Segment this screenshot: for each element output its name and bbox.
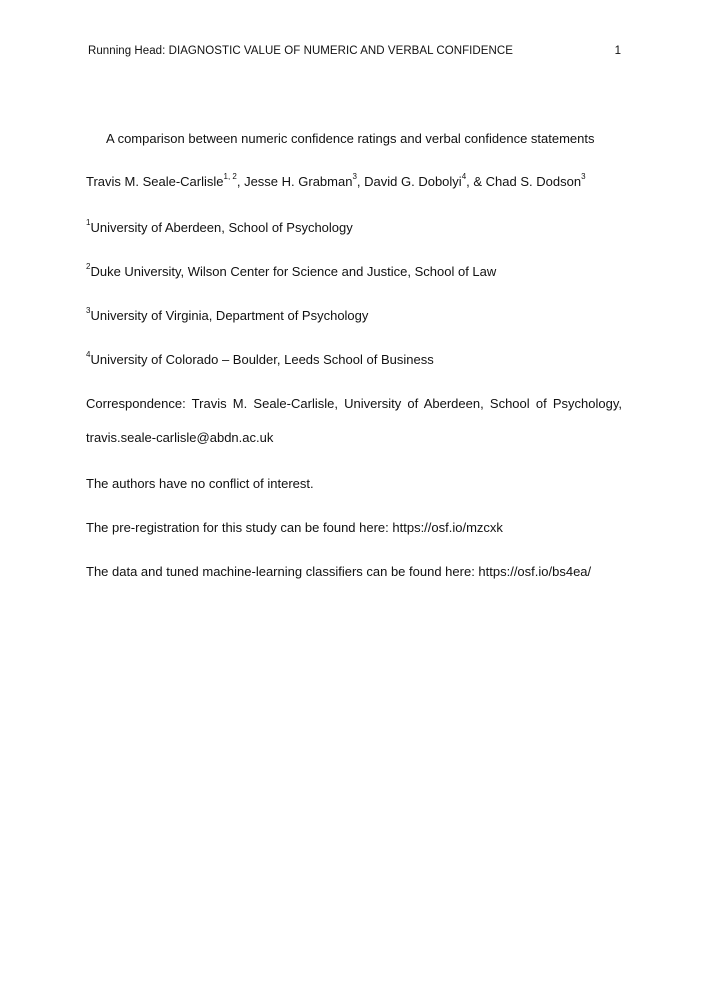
affiliation-marker: 4: [86, 349, 91, 359]
author-name: David G. Dobolyi: [364, 174, 462, 189]
affiliation-4: [86, 349, 434, 368]
affiliation-marker: 2: [86, 261, 91, 271]
paper-title: A comparison between numeric confidence ratings and verbal confidence statements: [106, 131, 595, 146]
author-affiliation-marker: 4: [461, 171, 467, 181]
affiliation-text: Duke University, Wilson Center for Science and Justice, School of Law: [90, 264, 497, 279]
author-separator: ,: [356, 174, 365, 189]
author-name: Chad S. Dodson: [485, 174, 582, 189]
page-number: 1: [614, 45, 621, 57]
author-affiliation-marker: 1, 2: [223, 171, 237, 181]
author-affiliation-marker: 3: [581, 171, 586, 181]
author-affiliation-marker: 3: [352, 171, 357, 181]
affiliation-marker: 1: [86, 217, 91, 227]
preregistration-statement: The pre-registration for this study can be found here: https://osf.io/mzcxk: [86, 520, 503, 535]
conflict-of-interest-statement: The authors have no conflict of interest.: [86, 476, 314, 491]
affiliation-3: [86, 305, 369, 324]
author-separator: ,: [236, 174, 245, 189]
correspondence-line: Correspondence: Travis M. Seale-Carlisle, University of Aberdeen, School of Psychology,: [86, 396, 622, 411]
affiliation-text: University of Colorado – Boulder, Leeds School of Business: [90, 352, 434, 367]
author-name: Travis M. Seale-Carlisle: [86, 174, 224, 189]
affiliation-text: University of Aberdeen, School of Psychology: [90, 220, 353, 235]
author-separator: , &: [466, 174, 486, 189]
affiliation-1: [86, 217, 353, 236]
author-list: [86, 171, 586, 190]
affiliation-marker: 3: [86, 305, 91, 315]
affiliation-2: [86, 261, 497, 280]
author-name: Jesse H. Grabman: [244, 174, 353, 189]
data-availability-statement: The data and tuned machine-learning classifiers can be found here: https://osf.io/bs4ea/: [86, 564, 592, 579]
correspondence-email: travis.seale-carlisle@abdn.ac.uk: [86, 430, 274, 445]
affiliation-text: University of Virginia, Department of Psychology: [90, 308, 369, 323]
running-head: Running Head: DIAGNOSTIC VALUE OF NUMERIC AND VERBAL CONFIDENCE: [88, 45, 513, 57]
